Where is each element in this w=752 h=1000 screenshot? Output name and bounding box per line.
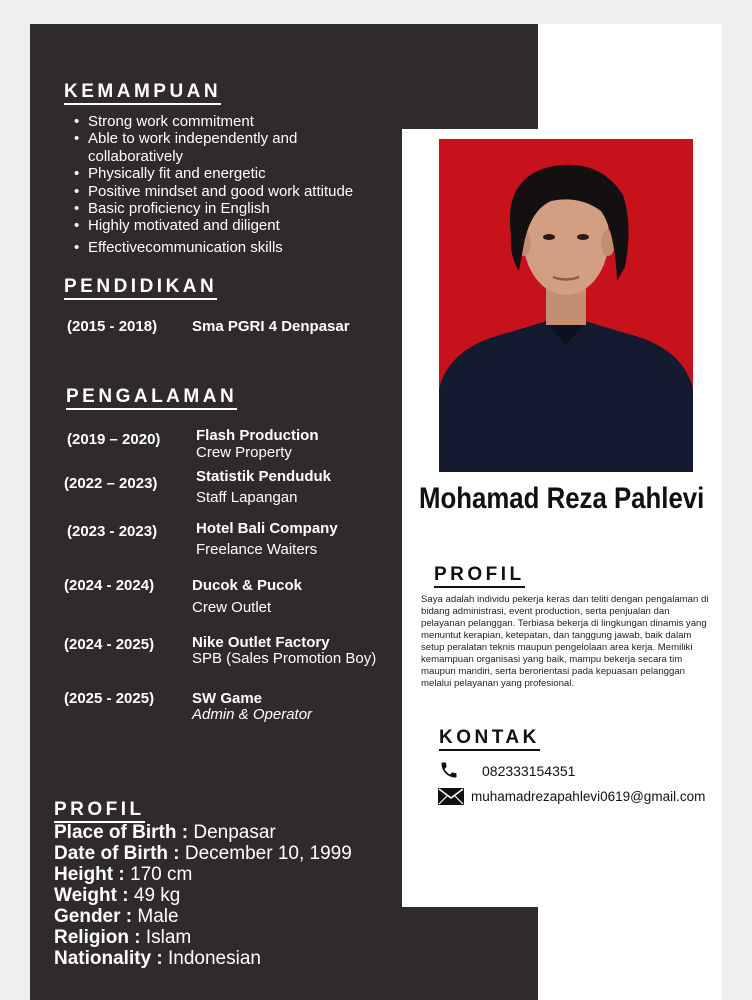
experience-years: (2024 - 2025)	[64, 636, 155, 653]
list-item: • Highly motivated and diligent	[74, 217, 374, 234]
nationality-label: Nationality :	[54, 948, 163, 969]
religion-line	[54, 927, 191, 949]
list-item: • Positive mindset and good work attitude	[74, 183, 374, 200]
list-item: • Strong work commitment	[74, 113, 374, 130]
experience-role: Staff Lapangan	[196, 489, 298, 506]
list-item: • Basic proficiency in English	[74, 200, 374, 217]
gender-line	[54, 906, 179, 928]
birth-date-line	[54, 843, 352, 865]
birth-place-value: Denpasar	[193, 822, 276, 843]
experience-company: Hotel Bali Company	[196, 520, 338, 537]
experience-role: Crew Outlet	[192, 599, 272, 616]
experience-years: (2023 - 2023)	[67, 523, 158, 540]
phone-icon	[439, 760, 459, 780]
experience-heading: PENGALAMAN	[66, 387, 237, 410]
birth-date-value: December 10, 1999	[184, 843, 352, 864]
list-item: • Able to work independently and collaboratively	[74, 130, 374, 165]
experience-company: Ducok & Pucok	[192, 577, 303, 594]
gender-label: Gender :	[54, 906, 133, 927]
gender-value: Male	[137, 906, 179, 927]
height-line	[54, 864, 192, 886]
candidate-name: Mohamad Reza Pahlevi	[419, 482, 705, 515]
experience-company: Nike Outlet Factory	[192, 634, 330, 651]
profile-photo	[439, 139, 693, 472]
experience-company: Statistik Penduduk	[196, 468, 332, 485]
experience-years: (2022 – 2023)	[64, 475, 158, 492]
experience-company: Flash Production	[196, 427, 319, 444]
birth-place-line	[54, 822, 276, 844]
profile-heading: PROFIL	[434, 565, 525, 588]
nationality-value: Indonesian	[168, 948, 261, 969]
phone-number: 082333154351	[482, 763, 576, 779]
birth-place-label: Place of Birth :	[54, 822, 189, 843]
email-address: muhamadrezapahlevi0619@gmail.com	[471, 789, 706, 804]
height-value: 170 cm	[130, 864, 193, 885]
education-years: (2015 - 2018)	[67, 318, 158, 335]
religion-value: Islam	[145, 927, 192, 948]
experience-years: (2019 – 2020)	[67, 431, 161, 448]
experience-years: (2025 - 2025)	[64, 690, 155, 707]
weight-line	[54, 885, 180, 907]
resume-page	[30, 24, 722, 1000]
personal-heading: PROFIL	[54, 800, 145, 823]
mail-icon	[438, 788, 464, 805]
experience-years: (2024 - 2024)	[64, 577, 155, 594]
list-item: • Physically fit and energetic	[74, 165, 374, 182]
experience-role: Freelance Waiters	[196, 541, 318, 558]
contact-heading: KONTAK	[439, 728, 540, 751]
weight-value: 49 kg	[133, 885, 181, 906]
skills-heading: KEMAMPUAN	[64, 82, 221, 105]
height-label: Height :	[54, 864, 125, 885]
education-school: Sma PGRI 4 Denpasar	[192, 318, 350, 335]
skills-list	[74, 113, 374, 256]
birth-date-label: Date of Birth :	[54, 843, 180, 864]
religion-label: Religion :	[54, 927, 141, 948]
experience-role: Admin & Operator	[192, 706, 313, 723]
experience-role: Crew Property	[196, 444, 292, 461]
experience-company: SW Game	[192, 690, 263, 707]
profile-summary: Saya adalah individu pekerja keras dan teliti dengan pengalaman di bidang administrasi, event production, serta penjualan dan pelayanan pelanggan. Terbiasa bekerja di lingkungan dinamis yang menuntut kerapian, ketepatan, dan tanggung jawab, baik dalam setup peralatan teknis maupun pengelolaan area kerja. Memiliki kemampuan organisasi yang baik, mampu bekerja secara tim maupun mandiri, serta berorientasi pada kepuasan pelanggan melalui pelayanan yang profesional.	[421, 594, 709, 689]
experience-role: SPB (Sales Promotion Boy)	[192, 650, 377, 667]
weight-label: Weight :	[54, 885, 129, 906]
nationality-line	[54, 948, 261, 970]
list-item: • Effectivecommunication skills	[74, 239, 374, 256]
education-heading: PENDIDIKAN	[64, 277, 217, 300]
